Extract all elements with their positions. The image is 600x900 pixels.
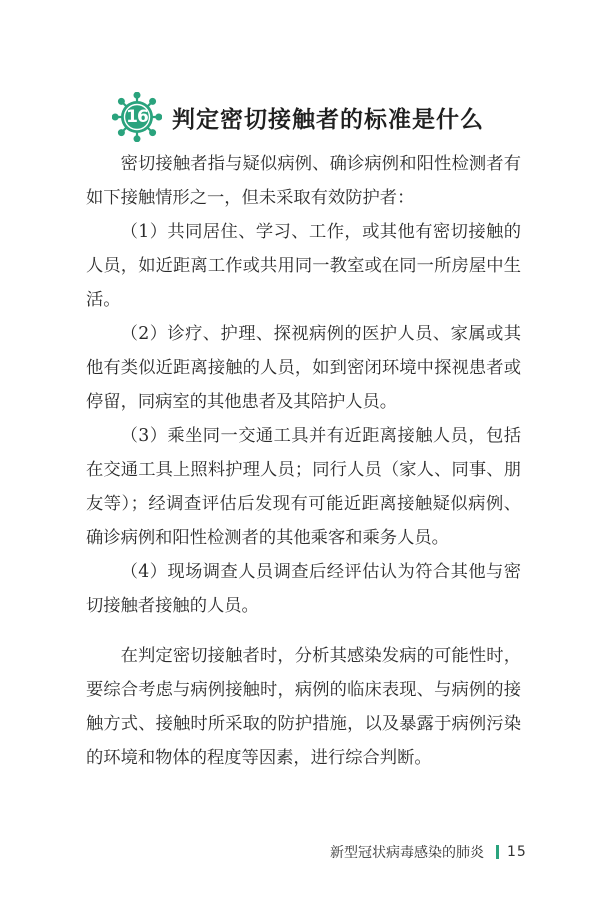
- paragraph-item-2: （2）诊疗、护理、探视病例的医护人员、家属或其他有类似近距离接触的人员，如到密闭环境中探视患者或停留，同病室的其他患者及其陪护人员。: [86, 324, 521, 412]
- footer-book-title: 新型冠状病毒感染的肺炎: [330, 845, 484, 861]
- section-number: 16: [126, 107, 148, 127]
- section-title: 判定密切接触者的标准是什么: [172, 106, 484, 133]
- paragraph-item-4: （4）现场调查人员调查后经评估认为符合其他与密切接触者接触的人员。: [86, 562, 521, 616]
- paragraph-conclusion: 在判定密切接触者时，分析其感染发病的可能性时，要综合考虑与病例接触时，病例的临床表现、与病例的接触方式、接触时所采取的防护措施，以及暴露于病例污染的环境和物体的程度等因素，进行综合判断。: [86, 646, 521, 768]
- footer-divider: [496, 845, 499, 859]
- page-number: 15: [507, 844, 527, 860]
- section-heading: [112, 92, 484, 142]
- page-footer: [330, 842, 527, 862]
- body-text: [86, 147, 521, 775]
- paragraph-item-3: （3）乘坐同一交通工具并有近距离接触人员，包括在交通工具上照料护理人员；同行人员（家人、同事、朋友等）；经调查评估后发现有可能近距离接触疑似病例、确诊病例和阳性检测者的其他乘客和乘务人员。: [86, 426, 521, 548]
- paragraph-intro: 密切接触者指与疑似病例、确诊病例和阳性检测者有如下接触情形之一，但未采取有效防护者：: [86, 154, 521, 208]
- virus-icon: [112, 92, 162, 142]
- paragraph-item-1: （1）共同居住、学习、工作，或其他有密切接触的人员，如近距离工作或共用同一教室或在同一所房屋中生活。: [86, 222, 521, 310]
